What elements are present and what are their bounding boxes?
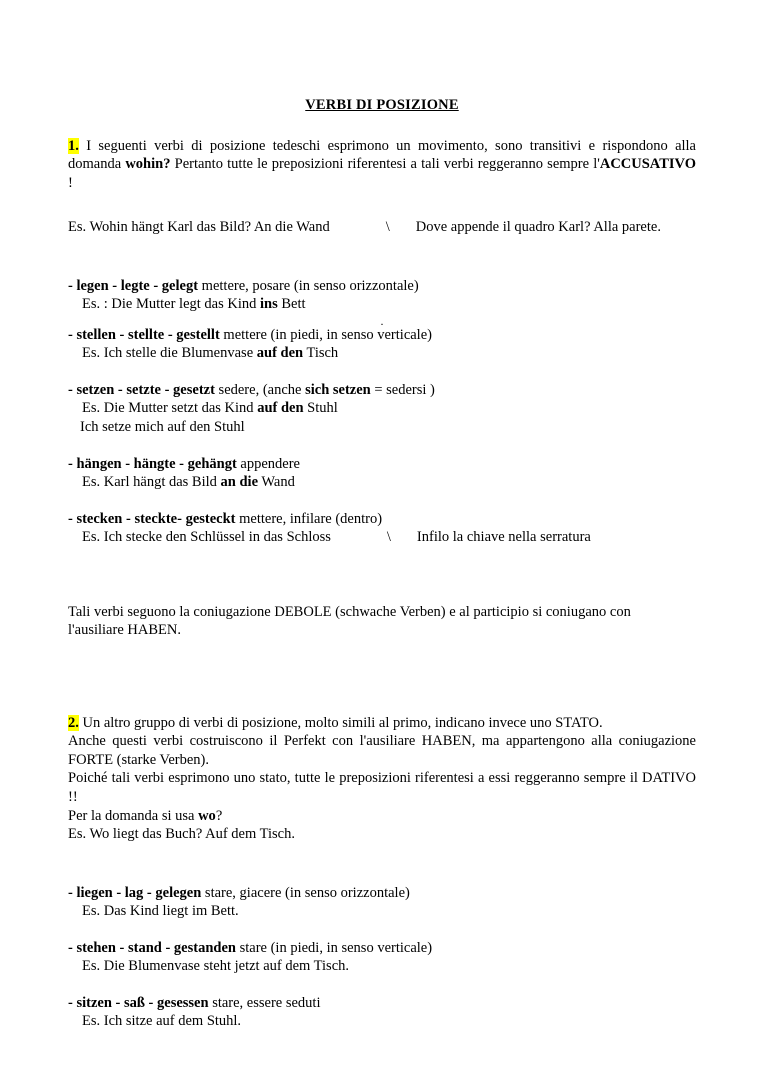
section1-intro-part1: I seguenti verbi di posizione tedeschi esprimono un movimento, sono transitivi e rispondono alla domanda	[68, 137, 696, 173]
section1-example	[68, 218, 696, 237]
verb-head-bold: - sitzen - saß - gesessen	[68, 994, 209, 1011]
verb-example-pre: Es. Ich stecke den Schlüssel in das Schloss	[82, 529, 331, 546]
verb-example: Es. Ich sitze auf dem Stuhl.	[82, 1013, 242, 1030]
verb-entry	[68, 884, 696, 921]
verb-head-bold: - legen - legte - gelegt	[68, 277, 199, 294]
verb-head	[68, 994, 696, 1013]
verb-example-pre: Es. Die Mutter setzt das Kind	[82, 400, 258, 417]
section1-example-sep: \	[385, 219, 390, 236]
verb-head-bold2: sich setzen	[305, 381, 371, 398]
verb-head-bold: - stehen - stand - gestanden	[68, 939, 236, 956]
verb-example-pre: Es. Karl hängt das Bild	[82, 474, 221, 491]
verb-head	[68, 277, 696, 296]
verb-example-post: Stuhl	[303, 400, 338, 417]
verb-head-bold: - stecken - steckte- gesteckt	[68, 510, 236, 527]
verb-head	[68, 455, 696, 474]
verb-head-rest2: = sedersi )	[370, 381, 435, 398]
section2-intro-line3: Poiché tali verbi esprimono uno stato, tutte le preposizioni riferentesi a essi reggeranno sempre il DATIVO !!	[68, 770, 696, 806]
section2-intro-line1	[68, 714, 696, 733]
verb-example: Es. Die Blumenvase steht jetzt auf dem Tisch.	[82, 958, 350, 975]
verb-entry	[68, 326, 696, 363]
section1-closing-line1: Tali verbi seguono la coniugazione DEBOLE (schwache Verben) e al participio si coniugano con	[68, 603, 631, 620]
verb-entry	[68, 994, 696, 1031]
verb-example	[82, 399, 696, 418]
section1-intro-part2: Pertanto tutte le preposizioni riferentesi a tali verbi reggeranno sempre l'	[170, 156, 600, 173]
verb-head	[68, 510, 696, 529]
section1-intro-bold2: ACCUSATIVO	[599, 156, 696, 173]
section2-intro-line4	[68, 807, 696, 826]
verb-head	[68, 939, 696, 958]
verb-entry	[68, 939, 696, 976]
verb-head-rest: mettere (in piedi, in senso verticale)	[219, 326, 432, 343]
section2-intro-line4-pre: Per la domanda si usa	[68, 807, 199, 824]
section2-intro-line4-bold: wo	[198, 807, 216, 824]
verb-example-bold: ins	[260, 296, 278, 313]
verb-head-bold: - stellen - stellte - gestellt	[68, 326, 220, 343]
verb-entry	[68, 277, 696, 314]
verb-example-it: Infilo la chiave nella serratura	[416, 529, 591, 546]
verb-head-bold: - liegen - lag - gelegen	[68, 884, 202, 901]
verb-head-rest: mettere, posare (in senso orizzontale)	[198, 277, 419, 294]
section1-intro	[68, 137, 696, 193]
section2-intro-text1: Un altro gruppo di verbi di posizione, molto simili al primo, indicano invece uno STATO.	[78, 714, 603, 731]
section2-intro-line5: Es. Wo liegt das Buch? Auf dem Tisch.	[68, 826, 295, 843]
verb-head-rest: sedere, (anche	[214, 381, 306, 398]
verb-entry	[68, 381, 696, 437]
verb-head-bold: - hängen - hängte - gehängt	[68, 455, 237, 472]
verb-head-rest: stare, essere seduti	[208, 994, 321, 1011]
verb-example-post: Wand	[258, 474, 295, 491]
verb-example-bold: auf den	[257, 400, 304, 417]
verb-head-bold: - setzen - setzte - gesetzt	[68, 381, 215, 398]
verb-head-rest: appendere	[236, 455, 300, 472]
verb-example: Es. Das Kind liegt im Bett.	[82, 903, 239, 920]
section1-intro-part3: !	[68, 174, 73, 191]
verb-example-bold: auf den	[256, 345, 304, 362]
section2-number: 2.	[68, 714, 79, 731]
verb-head-rest: mettere, infilare (dentro)	[235, 510, 383, 527]
verb-example	[82, 344, 696, 363]
verb-example	[82, 473, 696, 492]
verb-head-rest: stare (in piedi, in senso verticale)	[235, 939, 433, 956]
verb-head	[68, 326, 696, 345]
section1-example-it: Dove appende il quadro Karl? Alla parete.	[415, 219, 661, 236]
section2-intro-line2: Anche questi verbi costruiscono il Perfekt con l'ausiliare HABEN, ma appartengono alla coniugazione FORTE (starke Verben).	[68, 733, 696, 768]
section1-intro-bold1: wohin?	[125, 156, 171, 173]
verb-example-pre: Es. Ich stelle die Blumenvase	[82, 345, 257, 362]
verb-example	[82, 528, 696, 547]
verb-example-bold: an die	[220, 474, 259, 491]
section1-closing-line2: l'ausiliare HABEN.	[68, 622, 181, 639]
verb-example-sep: \	[386, 529, 391, 546]
page-title: VERBI DI POSIZIONE	[305, 97, 459, 113]
verb-example-secondary: Ich setze mich auf den Stuhl	[80, 419, 245, 436]
section1-example-de: Es. Wohin hängt Karl das Bild? An die Wand	[68, 219, 330, 236]
verb-example	[82, 295, 696, 314]
verb-example-post: Tisch	[303, 345, 339, 362]
section2-intro-line4-post: ?	[215, 807, 223, 824]
verb-example-post: Bett	[277, 296, 306, 313]
verb-head-rest: stare, giacere (in senso orizzontale)	[201, 884, 410, 901]
verb-entry	[68, 510, 696, 547]
stray-dot: .	[380, 313, 384, 328]
verb-entry	[68, 455, 696, 492]
section1-number: 1.	[68, 137, 79, 154]
verb-example-pre: Es. : Die Mutter legt das Kind	[82, 296, 261, 313]
verb-head	[68, 381, 696, 400]
verb-head	[68, 884, 696, 903]
